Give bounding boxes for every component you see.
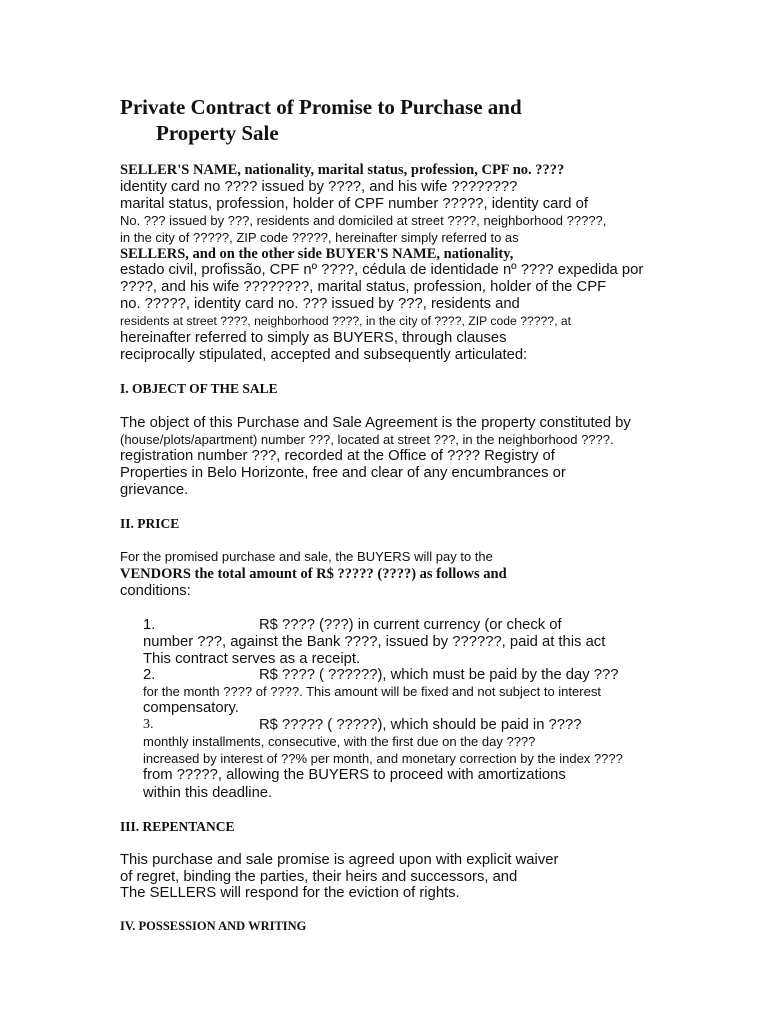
item-line: R$ ???? (???) in current currency (or check of (259, 617, 562, 633)
parties-line: No. ??? issued by ???, residents and domiciled at street ????, neighborhood ?????, (120, 213, 607, 228)
item-line: from ?????, allowing the BUYERS to proceed with amortizations (143, 767, 566, 783)
section3-line: of regret, binding the parties, their heirs and successors, and (120, 869, 518, 885)
item-line: increased by interest of ??% per month, and monetary correction by the index ???? (143, 751, 623, 766)
item-line: R$ ????? ( ?????), which should be paid in ???? (259, 717, 582, 733)
item-line: number ???, against the Bank ????, issued by ??????, paid at this act (143, 634, 606, 650)
parties-line: residents at street ????, neighborhood ????, in the city of ????, ZIP code ?????, at (120, 314, 572, 328)
section2-line: VENDORS the total amount of R$ ????? (????) as follows and (120, 566, 507, 582)
section2-line: conditions: (120, 583, 191, 599)
item-number: 1. (143, 617, 156, 633)
item-line: compensatory. (143, 700, 239, 716)
title-line-2: Property Sale (156, 121, 279, 145)
parties-line: marital status, profession, holder of CPF number ?????, identity card of (120, 196, 588, 212)
item-number: 3. (143, 717, 154, 732)
item-line: within this deadline. (143, 785, 273, 801)
item-number: 2. (143, 667, 156, 683)
parties-line: hereinafter referred to simply as BUYERS, through clauses (120, 330, 507, 346)
parties-line: SELLER'S NAME, nationality, marital status, profession, CPF no. ???? (120, 162, 565, 178)
section1-line: (house/plots/apartment) number ???, located at street ???, in the neighborhood ????. (120, 432, 614, 447)
parties-line: identity card no ???? issued by ????, and his wife ???????? (120, 179, 518, 195)
section-heading: II. PRICE (120, 516, 180, 531)
section1-line: The object of this Purchase and Sale Agreement is the property constituted by (120, 415, 631, 431)
section1-line: grievance. (120, 482, 189, 498)
section3-line: The SELLERS will respond for the eviction of rights. (120, 885, 460, 901)
parties-line: no. ?????, identity card no. ??? issued by ???, residents and (120, 296, 520, 312)
parties-line: in the city of ?????, ZIP code ?????, hereinafter simply referred to as (120, 230, 519, 245)
section-heading: IV. POSSESSION AND WRITING (120, 919, 307, 933)
section1-line: registration number ???, recorded at the Office of ???? Registry of (120, 448, 555, 464)
parties-line: ????, and his wife ????????, marital status, profession, holder of the CPF (120, 279, 607, 295)
title-line-1: Private Contract of Promise to Purchase and (120, 95, 522, 119)
parties-line: SELLERS, and on the other side BUYER'S NAME, nationality, (120, 246, 514, 262)
parties-line: estado civil, profissão, CPF nº ????, cédula de identidade nº ???? expedida por (120, 262, 644, 278)
section1-line: Properties in Belo Horizonte, free and clear of any encumbrances or (120, 465, 566, 481)
item-line: for the month ???? of ????. This amount will be fixed and not subject to interest (143, 684, 601, 699)
item-line: R$ ???? ( ??????), which must be paid by the day ??? (259, 667, 619, 683)
parties-line: reciprocally stipulated, accepted and subsequently articulated: (120, 347, 528, 363)
section3-line: This purchase and sale promise is agreed upon with explicit waiver (120, 852, 559, 868)
section2-line: For the promised purchase and sale, the BUYERS will pay to the (120, 549, 493, 564)
section-heading: III. REPENTANCE (120, 819, 235, 834)
item-line: monthly installments, consecutive, with the first due on the day ???? (143, 734, 536, 749)
section-heading: I. OBJECT OF THE SALE (120, 381, 278, 396)
item-line: This contract serves as a receipt. (143, 651, 361, 667)
